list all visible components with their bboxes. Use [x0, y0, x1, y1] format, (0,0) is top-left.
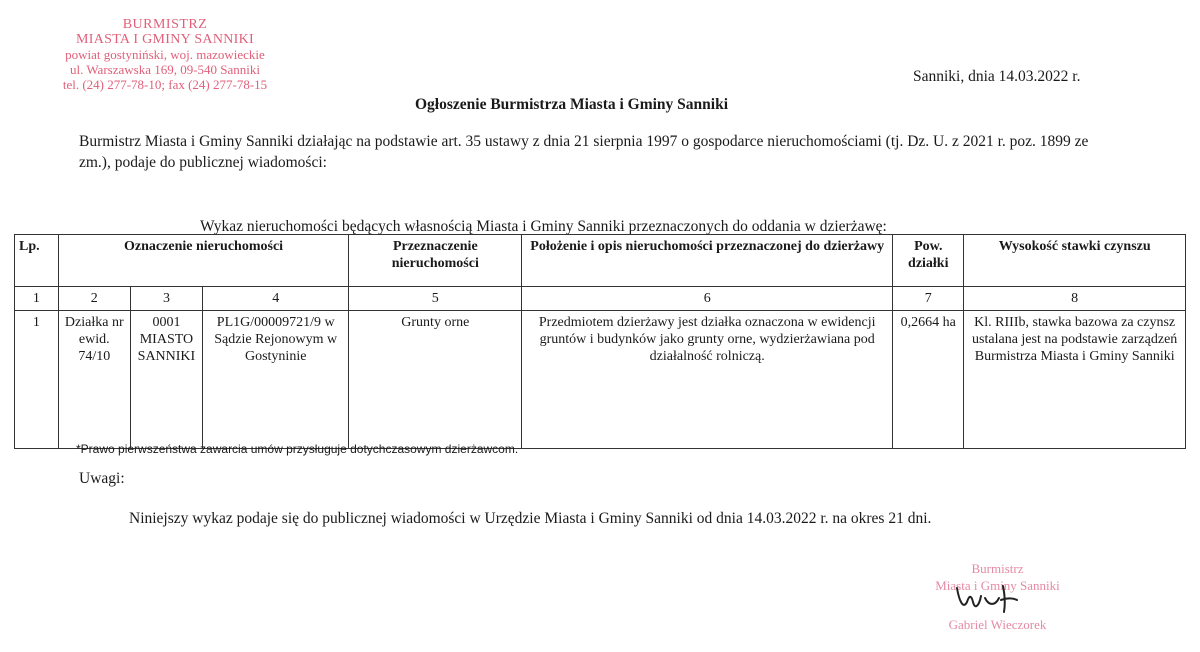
official-stamp [40, 17, 290, 92]
stamp-line-1: BURMISTRZ [122, 17, 208, 32]
cell-opis: Przedmiotem dzierżawy jest działka oznaczona w ewidencji gruntów i budynków jako grunty orne, wydzierżawiana pod działalność rolniczą. [522, 311, 893, 449]
cell-lp: 1 [15, 311, 59, 449]
header-polozenie: Położenie i opis nieruchomości przeznaczonej do dzierżawy [522, 235, 893, 287]
signature-title: Burmistrz [971, 561, 1024, 576]
column-number: 1 [15, 287, 59, 311]
signature-name: Gabriel Wieczorek [948, 617, 1047, 632]
column-number: 2 [58, 287, 130, 311]
stamp-line-4: ul. Warszawska 169, 09-540 Sanniki [69, 62, 261, 77]
table-caption: Wykaz nieruchomości będących własnością Miasta i Gminy Sanniki przeznaczonych do oddania w dzierżawę: [200, 218, 887, 235]
column-number: 3 [130, 287, 202, 311]
header-oznaczenie: Oznaczenie nieruchomości [58, 235, 349, 287]
footnote: *Prawo pierwszeństwa zawarcia umów przysługuje dotychczasowym dzierżawcom. [76, 442, 519, 456]
column-number: 5 [349, 287, 522, 311]
column-number: 8 [964, 287, 1186, 311]
handwritten-signature-icon [955, 580, 1035, 614]
header-przeznaczenie: Przeznaczenie nieruchomości [349, 235, 522, 287]
column-number-row [15, 287, 1186, 311]
header-stawka: Wysokość stawki czynszu [964, 235, 1186, 287]
table-row [15, 311, 1186, 449]
cell-stawka: Kl. RIIIb, stawka bazowa za czynsz ustalana jest na podstawie zarządzeń Burmistrza Miasta i Gminy Sanniki [964, 311, 1186, 449]
uwagi-label: Uwagi: [79, 470, 125, 487]
stamp-line-3: powiat gostyniński, woj. mazowieckie [65, 47, 265, 62]
column-number: 4 [203, 287, 349, 311]
document-title: Ogłoszenie Burmistrza Miasta i Gminy Sanniki [415, 96, 729, 113]
intro-paragraph: Burmistrz Miasta i Gminy Sanniki działając na podstawie art. 35 ustawy z dnia 21 sierpnia 1997 o gospodarce nieruchomościami (tj. Dz. U. z 2021 r. poz. 1899 ze zm.), podaje do publicznej wiadomości: [79, 133, 1089, 171]
signature-office: Miasta i Gminy Sanniki [935, 578, 1060, 593]
signature-block [915, 560, 1080, 633]
cell-ksiega-wieczysta: PL1G/00009721/9 w Sądzie Rejonowym w Gostyninie [203, 311, 349, 449]
cell-dzialka: Działka nr ewid. 74/10 [58, 311, 130, 449]
header-lp: Lp. [15, 235, 59, 287]
stamp-line-2: MIASTA I GMINY SANNIKI [75, 32, 254, 47]
header-pow: Pow. działki [893, 235, 964, 287]
document-date: Sanniki, dnia 14.03.2022 r. [913, 68, 1081, 85]
cell-przeznaczenie: Grunty orne [349, 311, 522, 449]
column-number: 7 [893, 287, 964, 311]
closing-statement: Niniejszy wykaz podaje się do publicznej wiadomości w Urzędzie Miasta i Gminy Sanniki od dnia 14.03.2022 r. na okres 21 dni. [129, 510, 932, 527]
property-table [14, 234, 1186, 449]
cell-powierzchnia: 0,2664 ha [893, 311, 964, 449]
header-row [15, 235, 1186, 287]
cell-obreb: 0001 MIASTO SANNIKI [130, 311, 202, 449]
stamp-line-5: tel. (24) 277-78-10; fax (24) 277-78-15 [62, 77, 268, 92]
column-number: 6 [522, 287, 893, 311]
